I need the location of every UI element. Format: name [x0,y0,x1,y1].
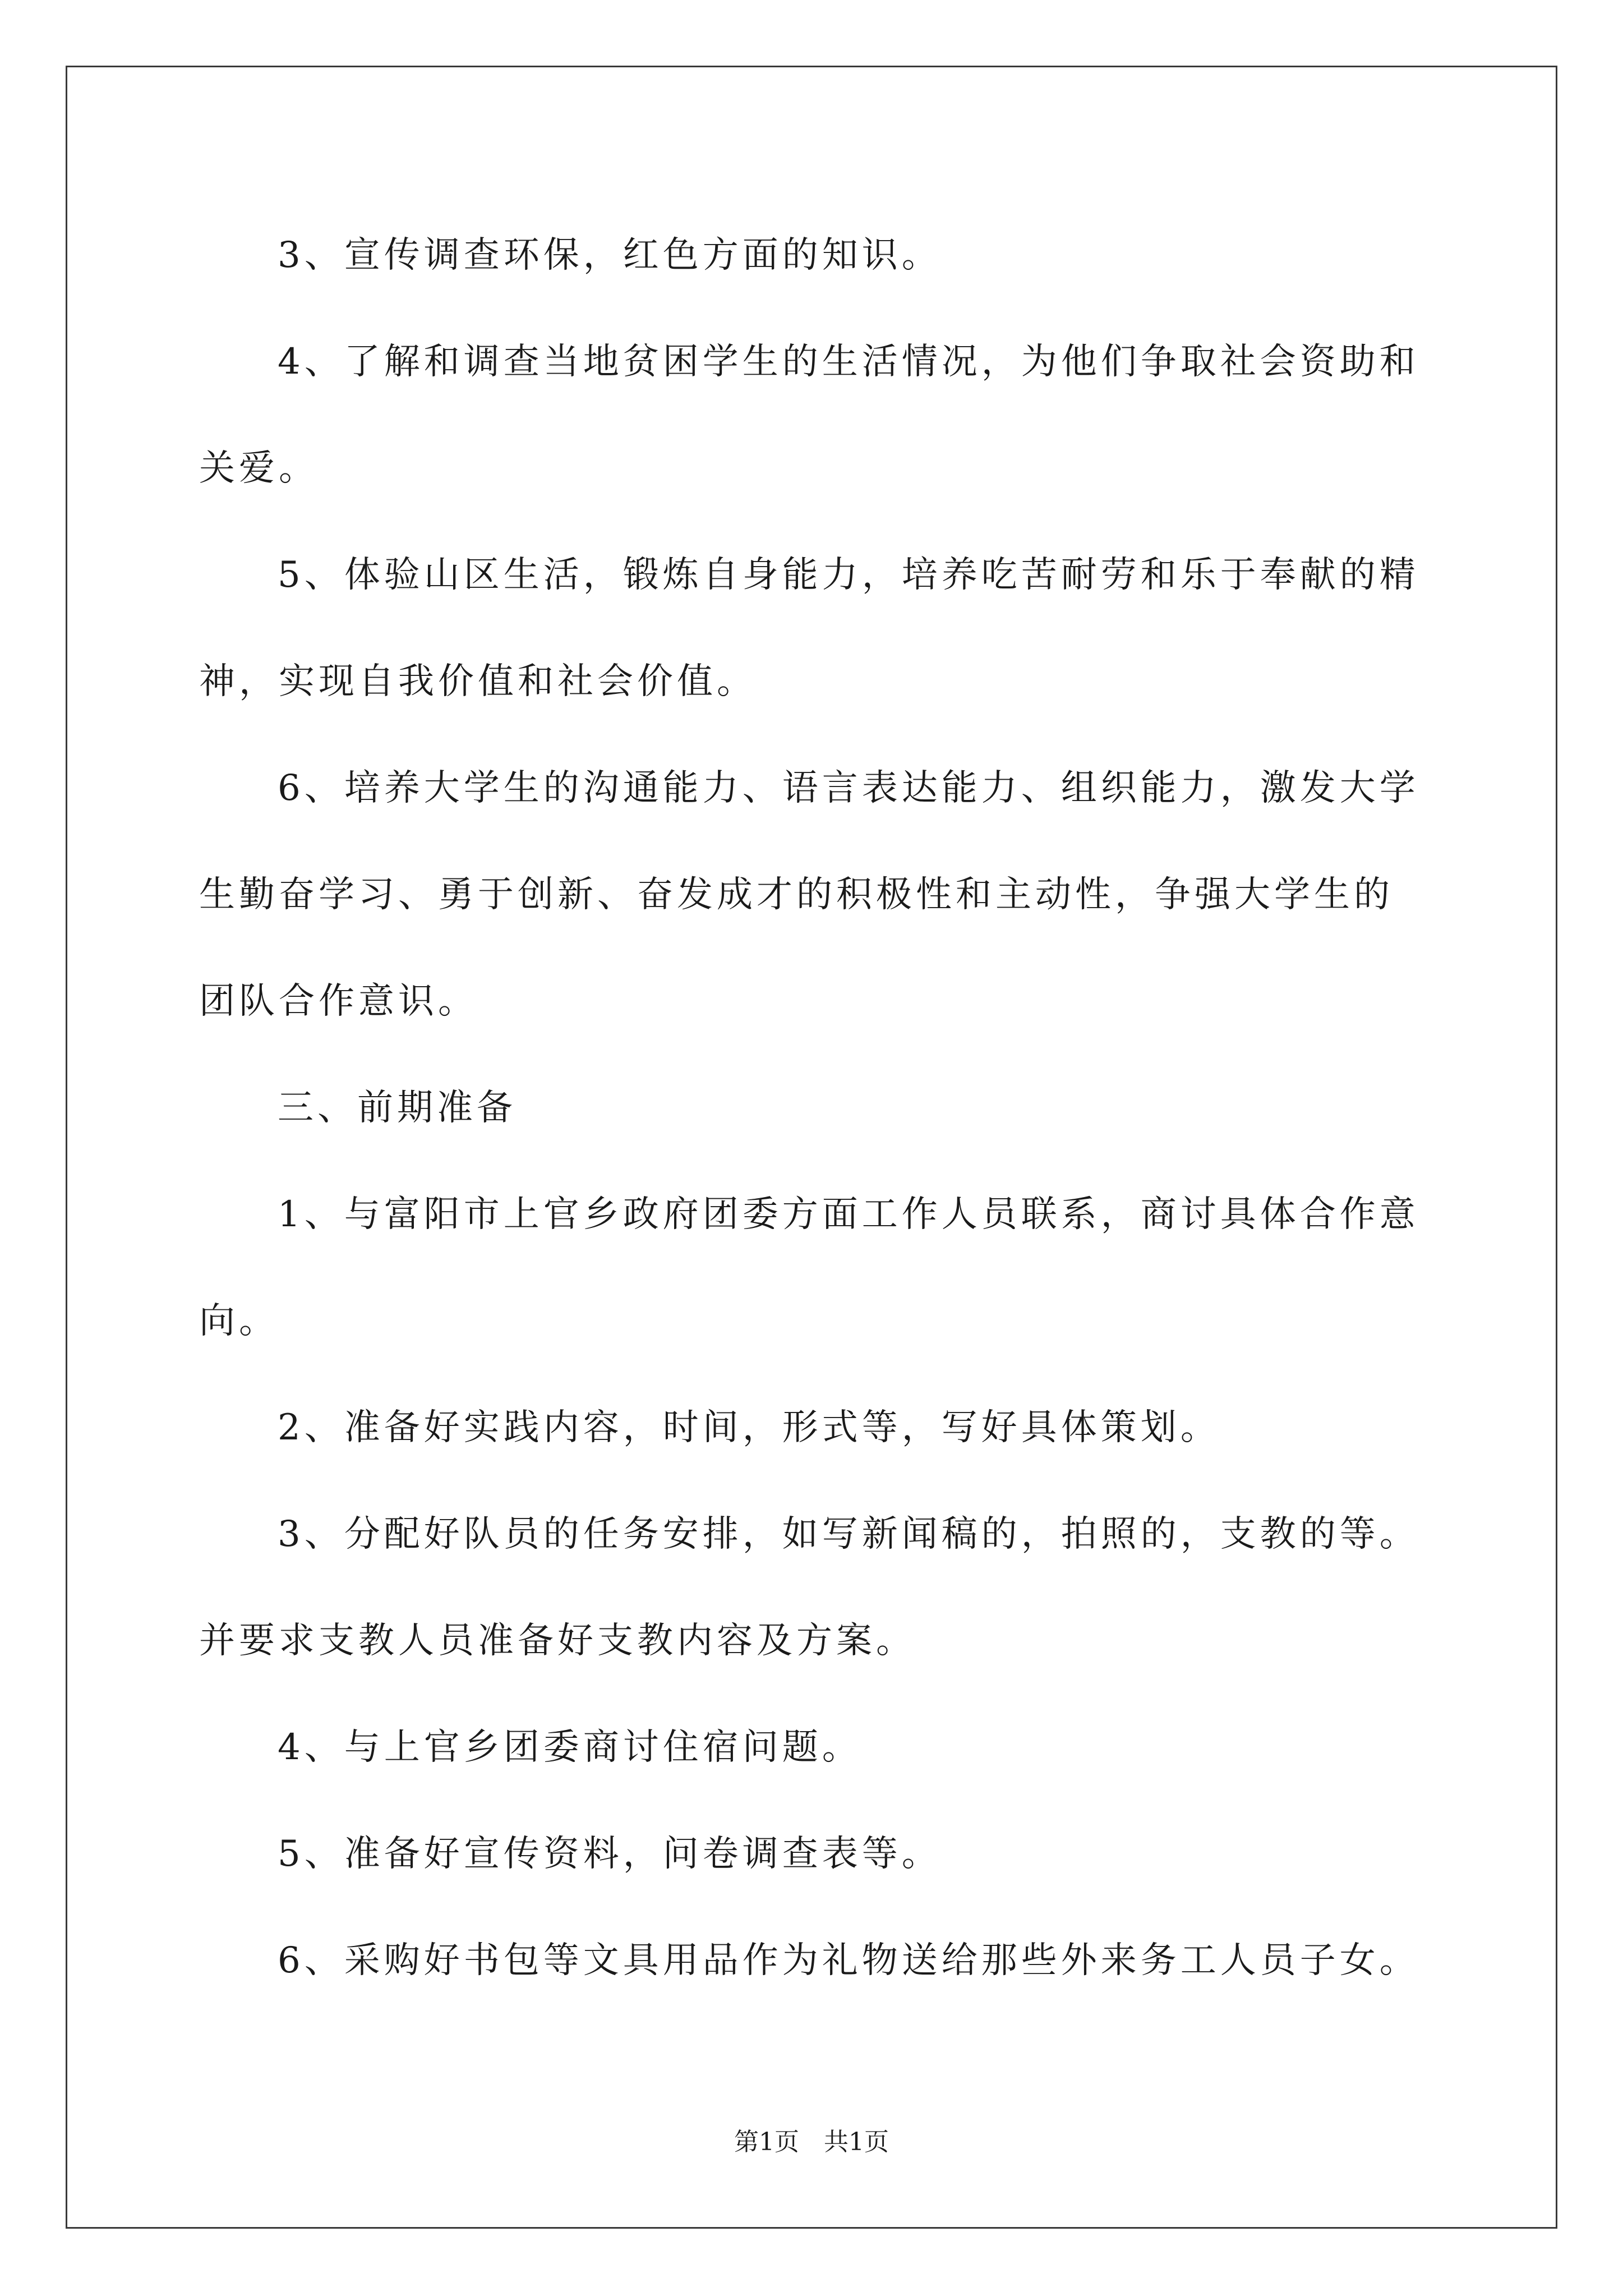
section-heading-preparation: 三、前期准备 [278,1087,517,1129]
paragraph-goal-5: 5、体验山区生活，锻炼自身能力，培养吃苦耐劳和乐于奉献的精神，实现自我价值和社会价值。 [199,554,1419,702]
paragraph-goal-6: 6、培养大学生的沟通能力、语言表达能力、组织能力，激发大学生勤奋学习、勇于创新、奋发成才的积极性和主动性，争强大学生的团队合作意识。 [199,767,1419,1022]
paragraph-prep-1: 1、与富阳市上官乡政府团委方面工作人员联系，商讨具体合作意向。 [199,1194,1419,1342]
document-body [199,202,1433,2014]
paragraph-prep-6: 6、采购好书包等文具用品作为礼物送给那些外来务工人员子女。 [278,1940,1419,1981]
paragraph-goal-3: 3、宣传调查环保，红色方面的知识。 [278,234,942,276]
paragraph-prep-3: 3、分配好队员的任务安排，如写新闻稿的，拍照的，支教的等。并要求支教人员准备好支教内容及方案。 [199,1513,1419,1662]
paragraph-prep-5: 5、准备好宣传资料，问卷调查表等。 [278,1833,942,1875]
paragraph-prep-4: 4、与上官乡团委商讨住宿问题。 [278,1727,862,1768]
paragraph-goal-4: 4、了解和调查当地贫困学生的生活情况，为他们争取社会资助和关爱。 [199,341,1419,489]
page-footer: 第1页 共1页 [734,2128,889,2156]
paragraph-prep-2: 2、准备好实践内容，时间，形式等，写好具体策划。 [278,1407,1220,1448]
